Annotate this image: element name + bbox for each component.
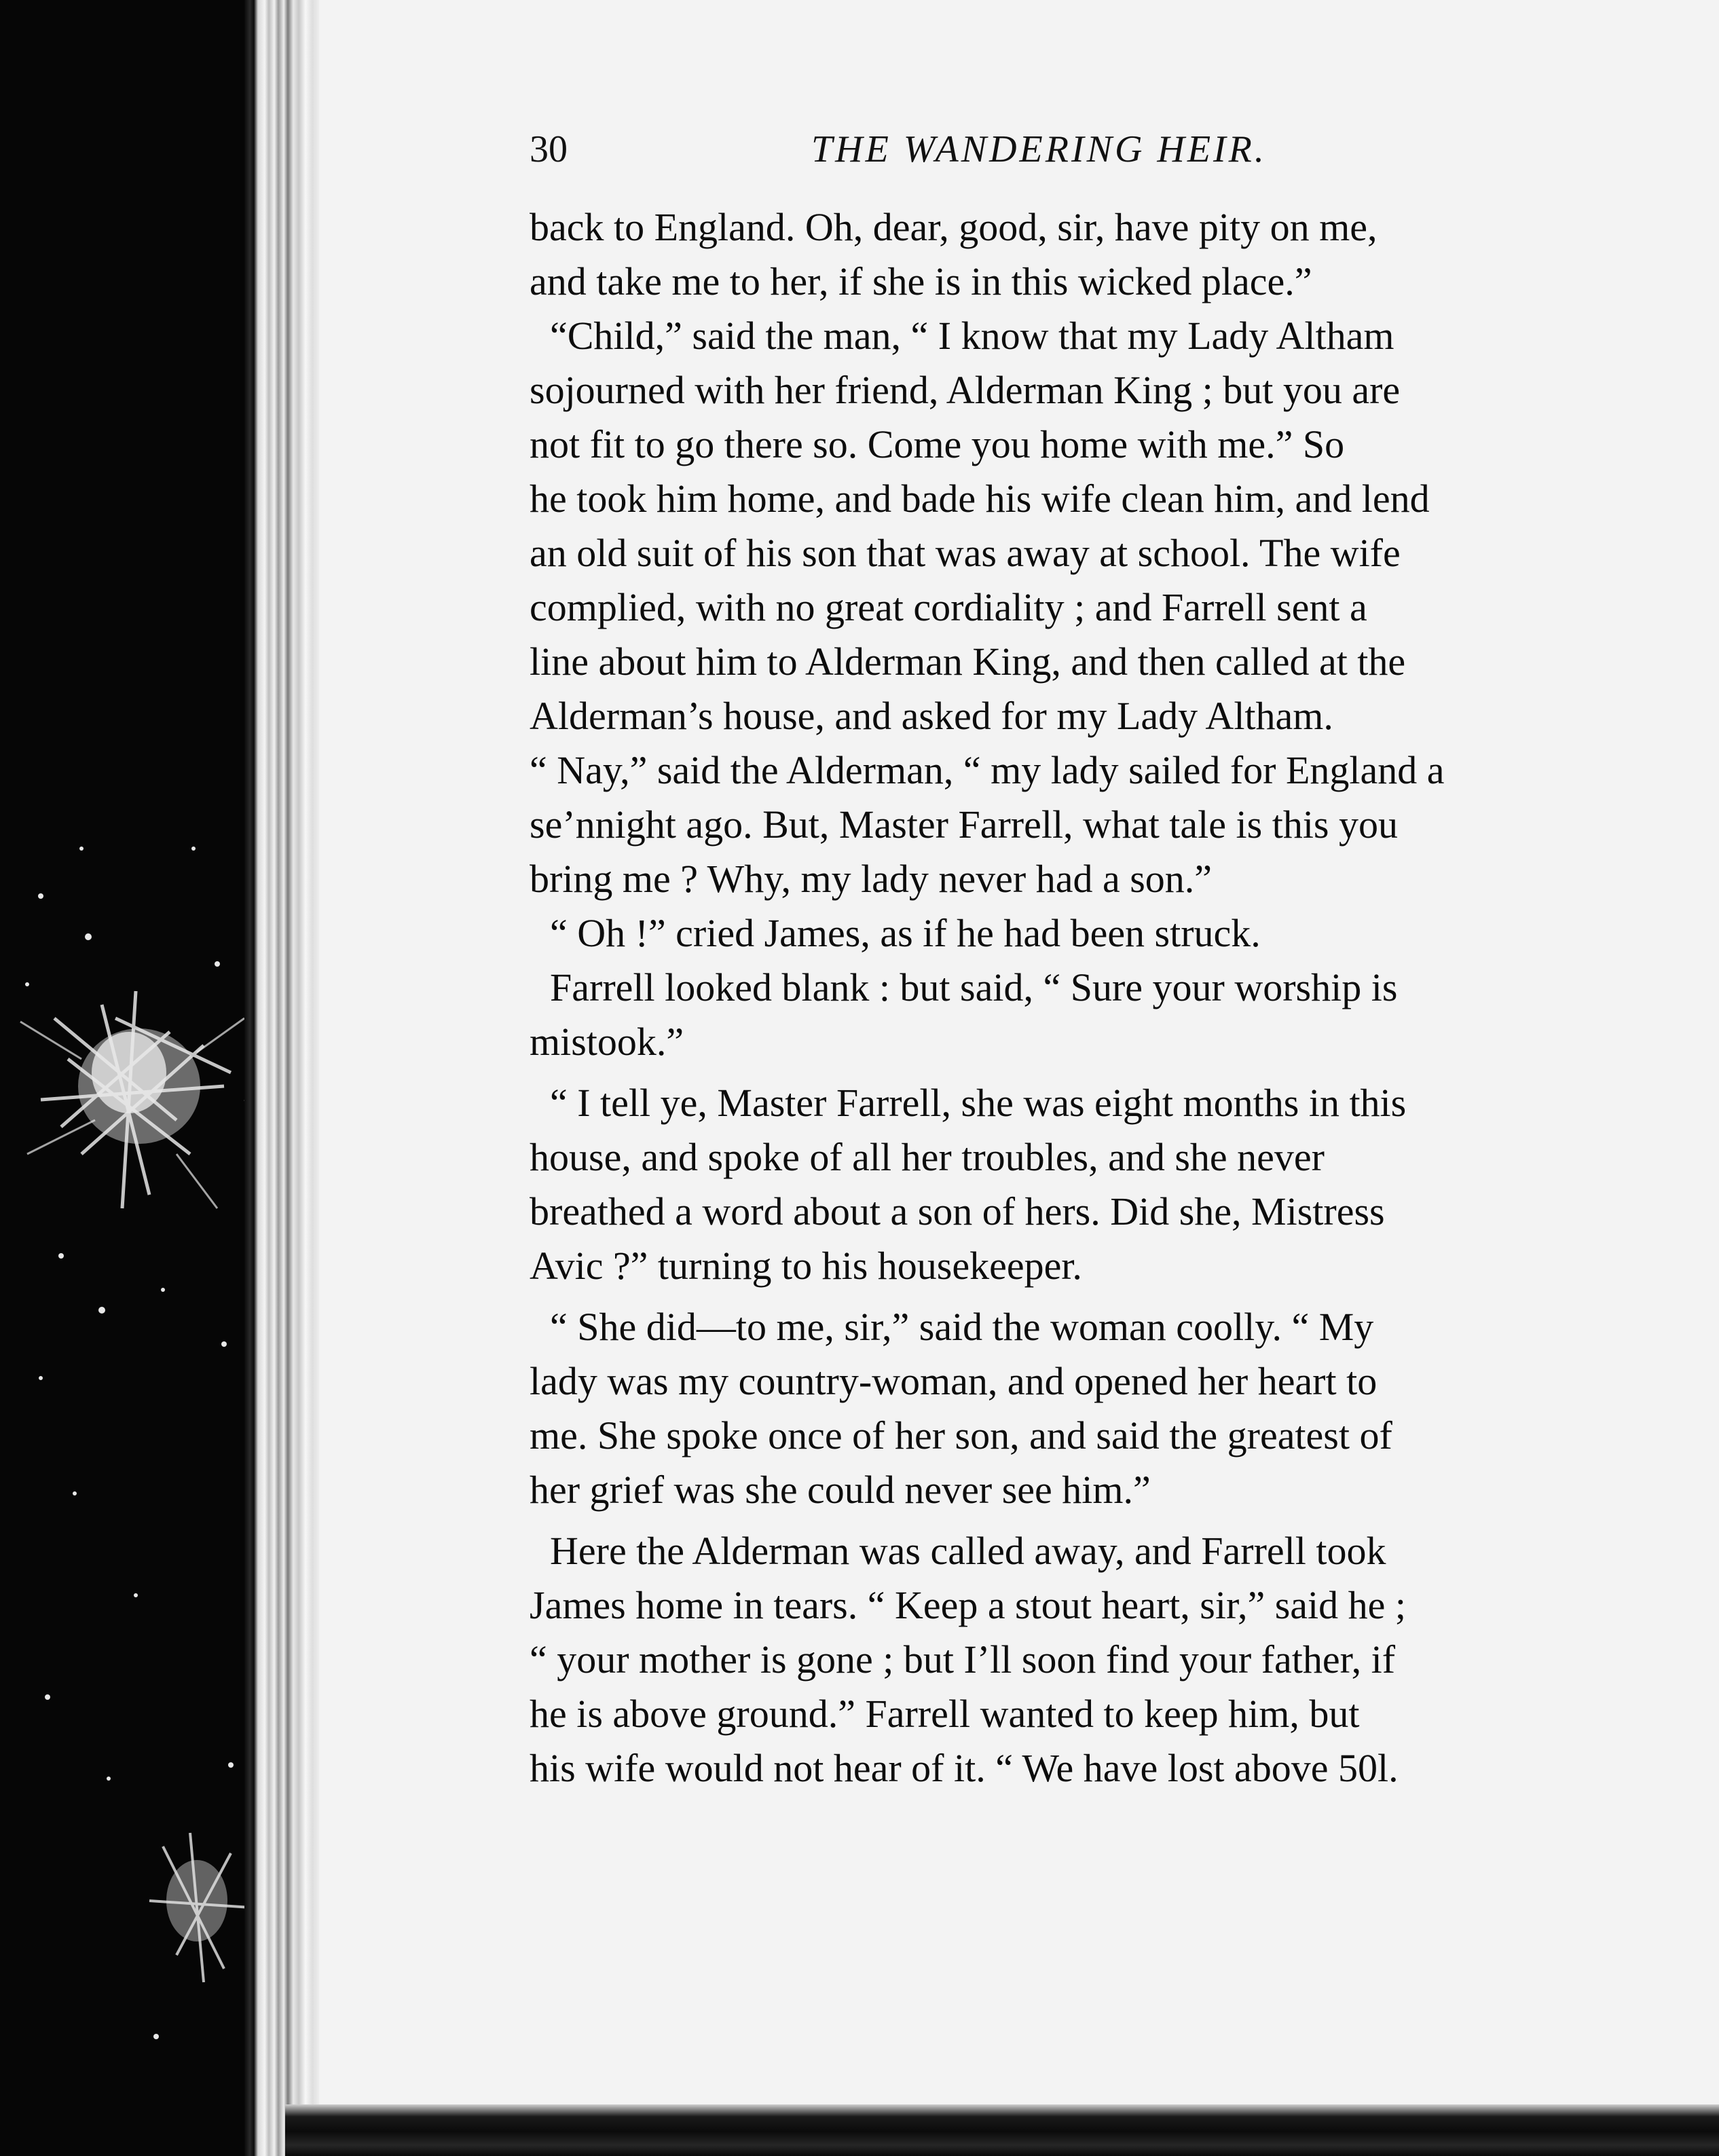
text-line: and take me to her, if she is in this wicked place.” <box>530 259 1312 303</box>
text-line: he is above ground.” Farrell wanted to keep him, but <box>530 1692 1360 1736</box>
running-title: THE WANDERING HEIR. <box>811 128 1267 170</box>
text-line: Farrell looked blank : but said, “ Sure your worship is <box>550 965 1398 1009</box>
text-line: me. She spoke once of her son, and said the greatest of <box>530 1413 1392 1457</box>
text-line: back to England. Oh, dear, good, sir, have pity on me, <box>530 205 1378 249</box>
text-line: mistook.” <box>530 1020 684 1064</box>
text-line: an old suit of his son that was away at school. The wife <box>530 531 1401 575</box>
text-line: sojourned with her friend, Alderman King ; but you are <box>530 368 1401 412</box>
text-line: complied, with no great cordiality ; and Farrell sent a <box>530 585 1367 629</box>
text-line: “ Nay,” said the Alderman, “ my lady sailed for England a <box>530 748 1445 792</box>
text-line: “Child,” said the man, “ I know that my Lady Altham <box>550 314 1394 358</box>
page-bottom-edge <box>285 2104 1719 2156</box>
text-line: “ your mother is gone ; but I’ll soon find your father, if <box>530 1637 1396 1681</box>
text-line: Here the Alderman was called away, and Farrell took <box>550 1529 1386 1573</box>
text-line: “ I tell ye, Master Farrell, she was eight months in this <box>550 1081 1407 1125</box>
text-line: breathed a word about a son of hers. Did she, Mistress <box>530 1189 1385 1233</box>
text-line: Alderman’s house, and asked for my Lady Altham. <box>530 694 1333 738</box>
text-line: her grief was she could never see him.” <box>530 1468 1151 1512</box>
page-number: 30 <box>530 128 568 170</box>
dust-specks-decoration <box>0 0 285 2156</box>
text-line: James home in tears. “ Keep a stout heart, sir,” said he ; <box>530 1583 1406 1627</box>
text-line: not fit to go there so. Come you home with me.” So <box>530 422 1345 466</box>
text-line: line about him to Alderman King, and then called at the <box>530 639 1406 684</box>
text-line: bring me ? Why, my lady never had a son.” <box>530 857 1213 901</box>
text-line: “ She did—to me, sir,” said the woman coolly. “ My <box>550 1305 1374 1349</box>
page-header <box>530 128 1331 182</box>
text-line: he took him home, and bade his wife clean him, and lend <box>530 477 1430 521</box>
text-line: Avic ?” turning to his housekeeper. <box>530 1244 1082 1288</box>
text-line: his wife would not hear of it. “ We have lost above 50l. <box>530 1746 1399 1790</box>
text-line: house, and spoke of all her troubles, and she never <box>530 1135 1325 1179</box>
text-line: se’nnight ago. But, Master Farrell, what tale is this you <box>530 802 1399 847</box>
text-line: “ Oh !” cried James, as if he had been struck. <box>550 911 1261 955</box>
text-line: lady was my country-woman, and opened her heart to <box>530 1359 1378 1403</box>
book-spine-edge <box>244 0 322 2156</box>
